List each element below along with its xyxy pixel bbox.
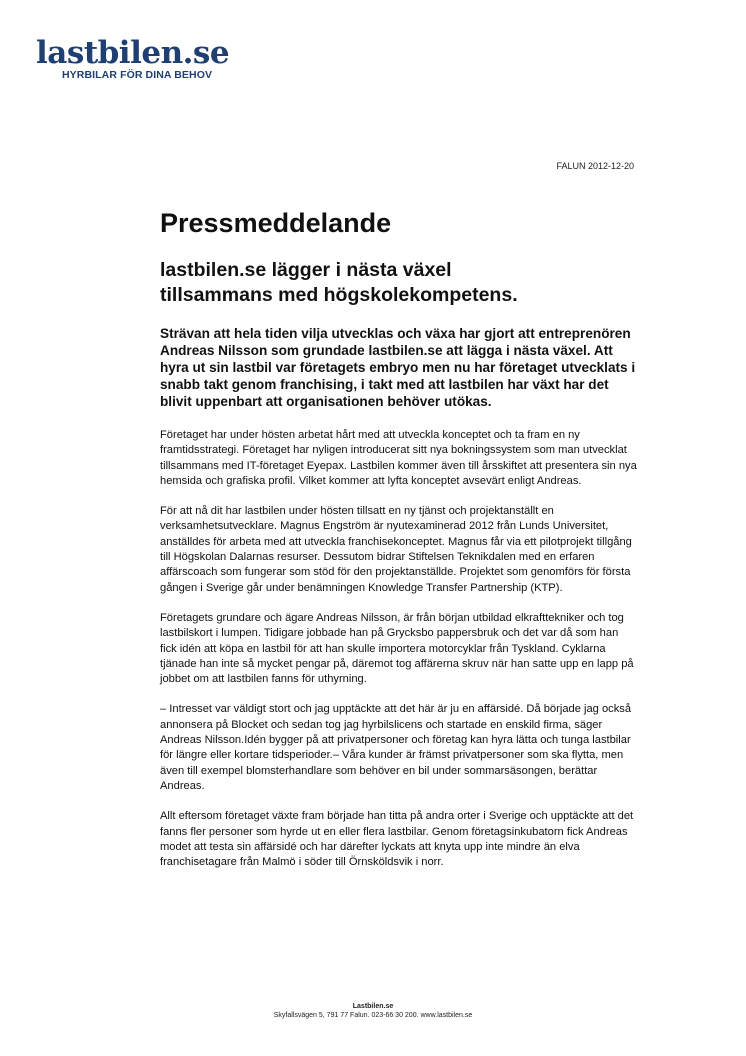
footer-address: Skyfallsvägen 5, 791 77 Falun. 023-66 30 200. www.lastbilen.se [273,1011,473,1019]
body-paragraph-4: – Intresset var väldigt stort och jag upptäckte att det här är ju en affärsidé. Då började jag också annonsera på Blocket och sedan tog jag hyrbilslicens och startade en enskild firma, säger Andreas Nilsson.Idén bygger på att privatpersoner och företag kan hyra lätta och tunga lastbilar för längre eller kortare tidsperioder.– Våra kunder är främst privatpersoner som ska flytta, men även till exempel blomsterhandlare som behöver en bil under sommarsäsongen, berättar Andreas. [160,703,632,792]
headline [160,258,638,308]
body-paragraph-5: Allt eftersom företaget växte fram började han titta på andra orter i Sverige och upptäckte att det fanns fler personer som hyrde ut en eller flera lastbilar. Genom företagsinkubatorn fick Andreas modet att testa sin affärsidé och har därefter lyckats att knyta upp inte mindre än elva franchisetagare från Malmö i söder till Örnsköldsvik i norr. [160,810,634,869]
company-logo [36,36,229,81]
document-body [160,206,638,885]
page-footer [0,1003,746,1020]
body-paragraph-3: Företagets grundare och ägare Andreas Nilsson, är från början utbildad elkrafttekniker och tog lastbilskort i lumpen. Tidigare jobbade han på Grycksbo pappersbruk och det var då som han fick idén att köpa en lastbil för att han skulle importera motorcyklar från Tyskland. Cyklarna tjänade han inte så mycket pengar på, däremot tog affärerna skruv när han satte upp en lapp på jobbet om att lastbilen fanns för uthyrning. [160,611,634,686]
document-type-title: Pressmeddelande [160,208,392,238]
footer-company: Lastbilen.se [352,1003,394,1010]
logo-tagline: HYRBILAR FÖR DINA BEHOV [62,69,213,81]
lead-paragraph: Strävan att hela tiden vilja utvecklas och växa har gjort att entreprenören Andreas Nilsson som grundade lastbilen.se att lägga i nästa växel. Att hyra ut sin lastbil var företagets embryo men nu har företaget utvecklats i snabb takt genom franchising, i takt med att lastbilen har växt har det blivit uppenbart att organisationen behöver utökas. [160,326,636,409]
body-paragraph-2: För att nå dit har lastbilen under hösten tillsatt en ny tjänst och projektanställt en verksamhetsutvecklare. Magnus Engström är nyutexaminerad 2012 från Lunds Universitet, anställdes för arbeta med att utveckla franchisekonceptet. Magnus får via ett pilotprojekt tillgång till Högskolan Dalarnas resurser. Dessutom bidrar Stiftelsen Teknikdalen med en erfaren affärscoach som fungerar som stöd för den projektanställde. Projektet som genomförs för första gången i Sverige går under benämningen Knowledge Transfer Partnership (KTP). [160,505,632,594]
logo-wordmark: lastbilen.se [36,35,230,71]
headline-line-2: tillsammans med högskolekompetens. [160,284,518,306]
headline-line-1: lastbilen.se lägger i nästa växel [160,259,452,281]
dateline: FALUN 2012-12-20 [556,161,634,171]
body-paragraph-1: Företaget har under hösten arbetat hårt med att utveckla konceptet och ta fram en ny framtidsstrategi. Företaget har nyligen introducerat sitt nya bokningssystem som man utvecklat tillsammans med IT-företaget Eyepax. Lastbilen kommer även till årsskiftet att presentera sin nya hemsida och grafiska profil. Vilket kommer att lyfta konceptet avsevärt enligt Andreas. [160,429,637,487]
